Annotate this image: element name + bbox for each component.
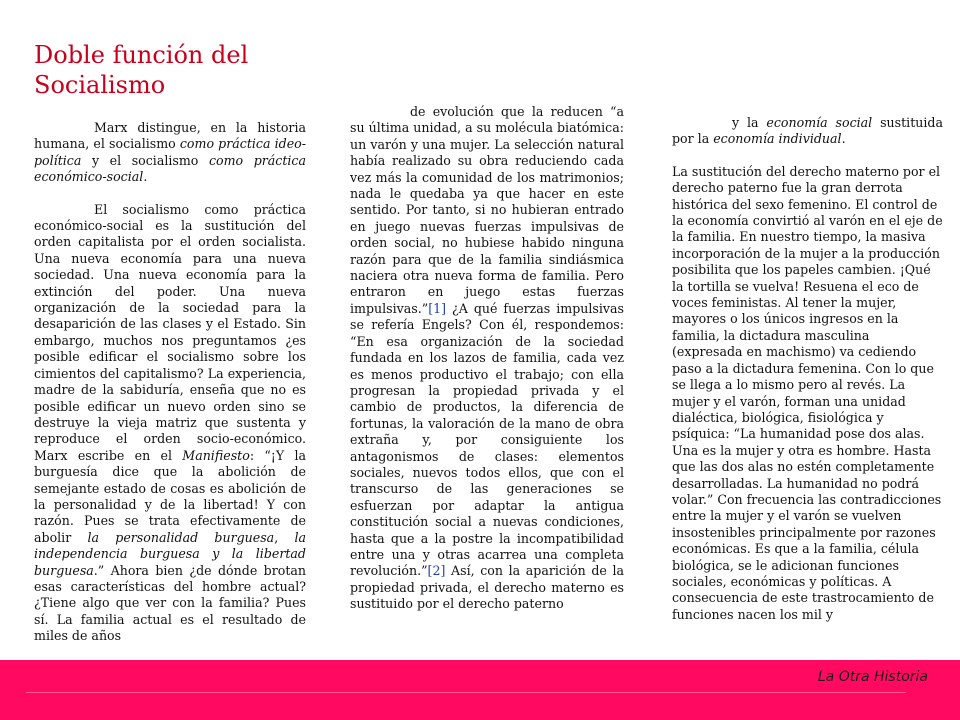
- text-run: y el socialismo: [81, 152, 209, 168]
- italic-run: como práctica económico-social: [34, 152, 306, 185]
- footnote-link-1[interactable]: [1]: [428, 300, 447, 316]
- title-line-1: Doble función del: [34, 41, 249, 69]
- text-run: El socialismo como práctica económico-social es la sustitución del orden capitalista por el orden socialista. Una nueva economía para una nueva sociedad. Una nueva economía para la extinción del poder. Una nueva organización de la sociedad para la desaparición de las clases y el Estado. Sin embargo, muchos nos preguntamos ¿es posible edificar el socialismo sobre los cimientos del capitalismo? La experiencia, madre de la sabiduría, enseña que no es posible edificar un nuevo orden sino se destruye la vieja matriz que sustenta y reproduce el orden socio-económico. Marx escribe en el: [34, 201, 306, 463]
- paragraph-intro: [34, 120, 306, 186]
- paragraph-continuation: [672, 115, 943, 148]
- italic-run: como práctica ideo-política: [34, 136, 306, 168]
- text-run: ,: [274, 529, 295, 545]
- text-run: y la: [732, 115, 767, 130]
- text-run: sustituida por la: [672, 115, 943, 147]
- footer-divider: [26, 692, 906, 693]
- paragraph-body: [350, 104, 624, 613]
- column-3: [672, 115, 943, 623]
- italic-run: la independencia burguesa y la libertad burguesa: [34, 529, 307, 578]
- italic-run: Manifiesto: [182, 447, 250, 463]
- footer-title: La Otra Historia: [817, 669, 928, 685]
- footnote-link-2[interactable]: [2]: [427, 563, 446, 579]
- text-run: .: [143, 169, 148, 185]
- column-2: [350, 104, 624, 613]
- text-run: Así, con la aparición de la propiedad privada, el derecho materno es sustituido por el derecho paterno: [350, 563, 624, 612]
- text-run: .: [841, 131, 846, 147]
- paragraph-body: [34, 202, 306, 645]
- italic-run: economía individual: [713, 131, 842, 147]
- text-run: .” Ahora bien ¿de dónde brotan esas características del hombre actual? ¿Tiene algo que ver con la familia? Pues sí. La familia actual es el resultado de miles de años: [34, 562, 306, 644]
- italic-run: economía social: [766, 115, 873, 130]
- italic-run: la personalidad burguesa: [87, 529, 275, 545]
- title-line-2: Socialismo: [34, 71, 166, 99]
- text-run: de evolución que la reducen “a su última unidad, a su molécula biatómica: un varón y una mujer. La selección natural había realizado su obra reduciendo cada vez más la comunidad de los matrimonios; nada le quedaba ya que hacer en este sentido. Por tanto, si no hubieran entrado en juego nuevas fuerzas impulsivas de orden social, no hubiese habido ninguna razón para que de la familia sindiásmica naciera otra nueva forma de familia. Pero entraron en juego estas fuerzas impulsivas.”: [350, 104, 624, 316]
- paragraph-body: La sustitución del derecho materno por el derecho paterno fue la gran derrota histórica del sexo femenino. El control de la economía convirtió al varón en el eje de la familia. En nuestro tiempo, la masiva incorporación de la mujer a la producción posibilita que los papeles cambien. ¡Qué la tortilla se vuelva! Resuena el eco de voces feministas. Al tener la mujer, mayores o los únicos ingresos en la familia, la dictadura masculina (expresada en machismo) va cediendo paso a la dictadura femenina. Con lo que se llega a lo mismo pero al revés. La mujer y el varón, forman una unidad dialéctica, biológica, fisiológica y psíquica: “La humanidad pose dos alas. Una es la mujer y otra es hombre. Hasta que las dos alas no estén completamente desarrolladas. La humanidad no podrá volar.” Con frecuencia las contradicciones entre la mujer y el varón se vuelven insostenibles principalmente por razones económicas. Es que a la familia, célula biológica, se le adicionan funciones sociales, económicas y políticas. A consecuencia de este trastrocamiento de funciones nacen los mil y: [672, 163, 943, 622]
- column-1: [34, 120, 306, 645]
- text-run: Marx distingue, en la historia humana, el socialismo: [34, 120, 306, 152]
- page-title: [34, 40, 334, 100]
- text-run: : “¡Y la burguesía dice que la abolición de semejante estado de cosas es abolición de la personalidad y de la libertad! Y con razón. Pues se trata efectivamente de abolir: [34, 447, 306, 545]
- footer-bar: [0, 660, 960, 720]
- text-run: ¿A qué fuerzas impulsivas se refería Engels? Con él, respondemos: “En esa organización de la sociedad fundada en los lazos de familia, cada vez es menos productivo el trabajo; con ella progresan la propiedad privada y el cambio de productos, la diferencia de fortunas, la valoración de la mano de obra extraña y, por consiguiente los antagonismos de clases: elementos sociales, nuevos todos ellos, que con el transcurso de las generaciones se esfuerzan por adaptar la antigua constitución social a nuevas condiciones, hasta que a la postre la incompatibilidad entre una y otras acarrea una completa revolución.”: [350, 300, 624, 579]
